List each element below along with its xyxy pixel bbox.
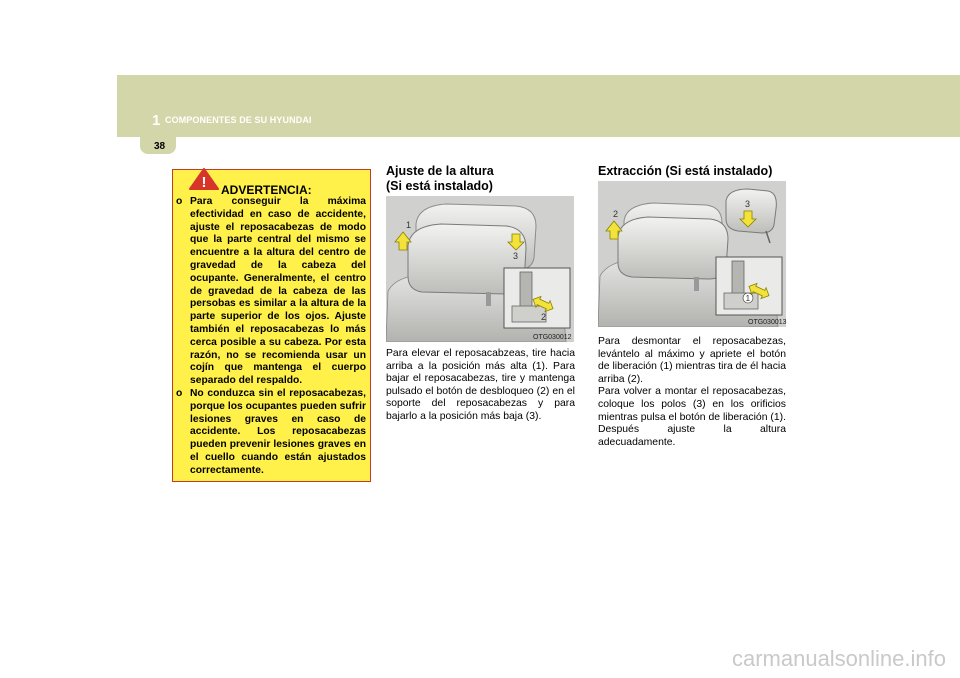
warning-item-text: No conduzca sin el reposacabezas, porque los ocupantes pueden sufrir lesiones graves en caso de accidente. Los reposacabezas pueden prevenir lesiones graves en el cuello cuando están ajustados correctamente. [190,387,366,476]
removal-figure [598,181,786,327]
removal-body [598,336,786,449]
height-heading-line1: Ajuste de la altura [386,164,494,178]
removal-body-p1: Para desmontar el reposacabezas, levántelo al máximo y apriete el botón de liberación (1) mientras tira de él hacia arriba (2). [598,336,786,385]
warning-bullet: o [176,196,183,207]
headrest-height-illustration [386,196,574,342]
warning-title: ADVERTENCIA: [221,183,312,197]
watermark: carmanualsonline.info [731,646,946,671]
height-figure-code: OTG030012 [533,334,572,341]
warning-list [176,196,366,478]
warning-item [176,196,366,388]
page-number: 38 [154,141,166,152]
callout-3: 3 [513,251,519,261]
warning-bullet: o [176,387,183,399]
removal-figure-code: OTG030013 [748,319,787,326]
warning-icon [189,168,219,190]
callout-3: 3 [745,199,751,209]
warning-item-text: Para conseguir la máxima efectividad en caso de accidente, ajuste el reposacabezas de modo que la parte central del mismo se encuentre a la altura del centro de gravedad de la cabeza del ocupante. Generalmente, el centro de gravedad de la cabeza de las persobas es similar a la altura de la parte superior de los ojos. Ajuste también el reposacabezas lo más cerca posible a su cabeza. Por esta razón, no se recomienda usar un cojín que mantenga el cuerpo separado del respaldo. [190,196,366,387]
chapter-number: 1 [152,112,161,129]
removal-heading: Extracción (Si está instalado) [598,164,773,178]
height-heading-line2: (Si está instalado) [386,179,493,193]
removal-body-p2: Para volver a montar el reposacabezas, coloque los polos (3) en los orificios mientras pulsa el botón de liberación (1). Después ajuste la altura adecuadamente. [598,386,786,448]
height-figure [386,196,574,342]
chapter-title: COMPONENTES DE SU HYUNDAI [165,115,312,125]
callout-1: 1 [745,294,751,303]
height-heading [386,164,494,194]
height-body: Para elevar el reposacabzeas, tire hacia arriba a la posición más alta (1). Para bajar el reposacabezas, tire y mantenga pulsado el botón de desbloqueo (2) en el soporte del reposacabezas y para bajarlo a la posición más baja (3). [386,348,575,422]
callout-2: 2 [541,312,547,322]
callout-1: 1 [406,220,412,230]
header-band [117,75,960,137]
warning-icon-symbol: ! [201,174,207,190]
headrest-removal-illustration [598,181,786,327]
warning-item [176,388,366,478]
callout-2: 2 [613,209,619,219]
